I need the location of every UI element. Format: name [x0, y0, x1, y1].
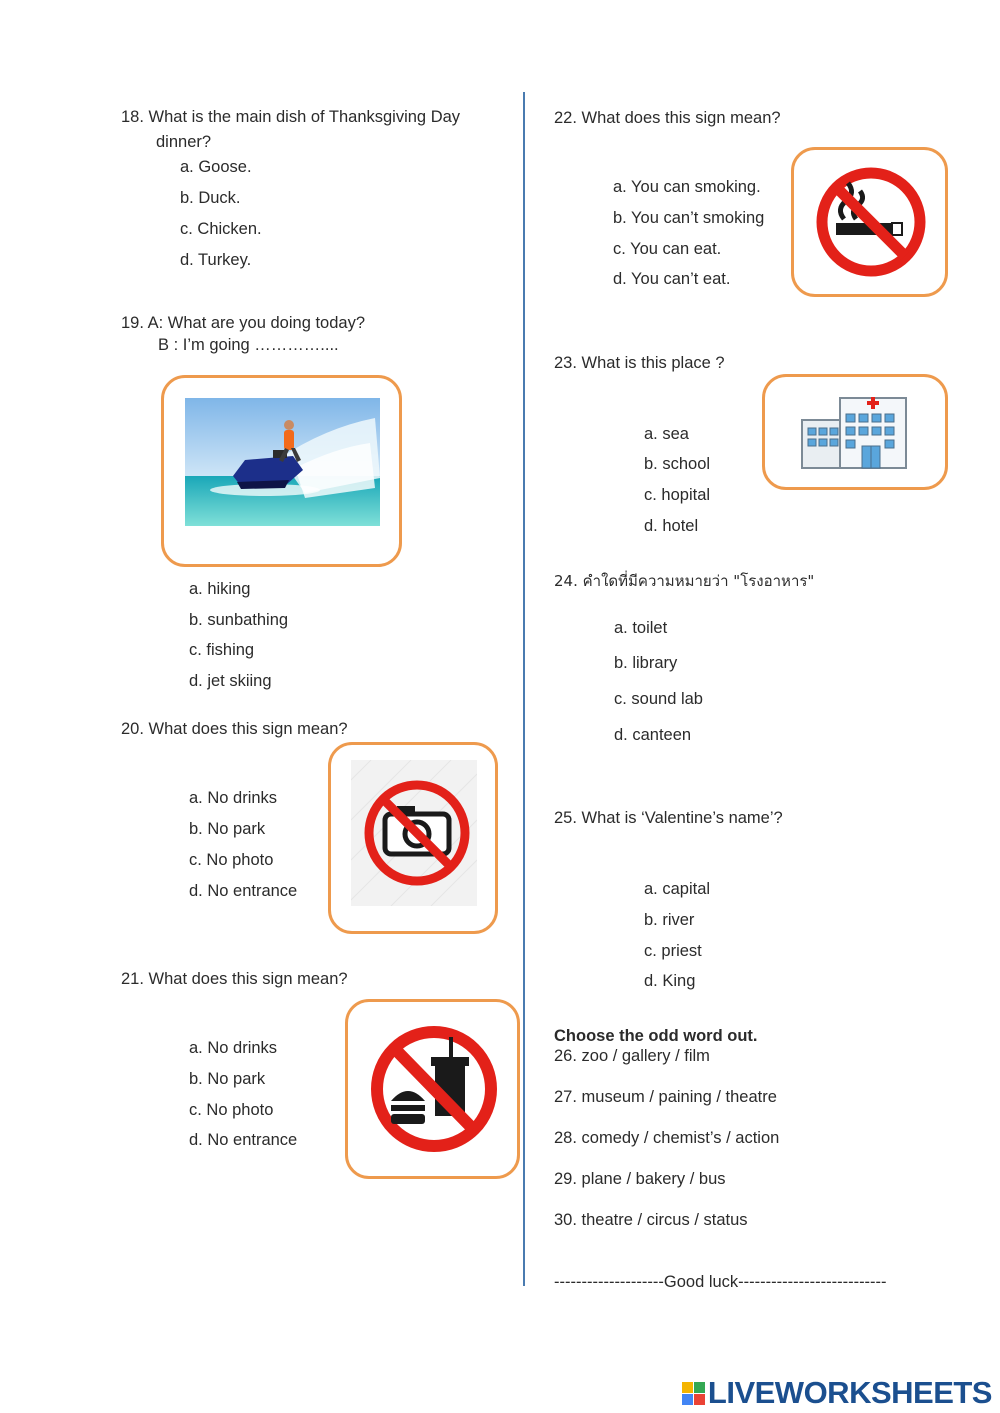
- odd-word-item-29[interactable]: 29. plane / bakery / bus: [554, 1170, 726, 1188]
- q25-option-d[interactable]: d. King: [644, 972, 696, 990]
- q22-option-d[interactable]: d. You can’t eat.: [613, 270, 731, 288]
- q19-question: 19. A: What are you doing today?: [121, 314, 365, 332]
- no-food-drink-sign: [369, 1019, 499, 1159]
- q25-option-c[interactable]: c. priest: [644, 942, 702, 960]
- brand-name: LIVEWORKSHEETS: [707, 1375, 992, 1410]
- q23-image-frame: [762, 374, 948, 490]
- q25-option-b[interactable]: b. river: [644, 911, 695, 929]
- q19-option-c[interactable]: c. fishing: [189, 641, 255, 659]
- q19-image-frame: [161, 375, 402, 567]
- q23-option-b[interactable]: b. school: [644, 455, 711, 473]
- q21-option-b[interactable]: b. No park: [189, 1070, 266, 1088]
- q18-option-d[interactable]: d. Turkey.: [180, 251, 252, 269]
- q21-question: 21. What does this sign mean?: [121, 970, 348, 988]
- q20-option-a[interactable]: a. No drinks: [189, 789, 278, 807]
- q18-question-cont: dinner?: [156, 133, 212, 151]
- q20-image-frame: [328, 742, 498, 934]
- q23-question: 23. What is this place ?: [554, 354, 725, 372]
- q22-image-frame: [791, 147, 948, 297]
- q24-option-a[interactable]: a. toilet: [614, 619, 668, 637]
- no-camera-sign: [351, 760, 477, 906]
- q25-option-a[interactable]: a. capital: [644, 880, 711, 898]
- q20-option-d[interactable]: d. No entrance: [189, 882, 298, 900]
- odd-word-item-28[interactable]: 28. comedy / chemist’s / action: [554, 1129, 780, 1147]
- q20-option-b[interactable]: b. No park: [189, 820, 266, 838]
- q19-option-d[interactable]: d. jet skiing: [189, 672, 272, 690]
- q24-option-b[interactable]: b. library: [614, 654, 678, 672]
- brand-mark-icon: [682, 1382, 705, 1405]
- q20-option-c[interactable]: c. No photo: [189, 851, 274, 869]
- no-smoking-sign: [814, 165, 928, 279]
- odd-word-heading: Choose the odd word out.: [554, 1027, 758, 1045]
- jet-ski-photo: [185, 398, 380, 526]
- q21-option-d[interactable]: d. No entrance: [189, 1131, 298, 1149]
- odd-word-item-30[interactable]: 30. theatre / circus / status: [554, 1211, 748, 1229]
- odd-word-item-26[interactable]: 26. zoo / gallery / film: [554, 1047, 710, 1065]
- q21-option-c[interactable]: c. No photo: [189, 1101, 274, 1119]
- hospital-icon: [800, 394, 910, 470]
- q19-question-cont: B : I’m going …………....: [158, 336, 339, 354]
- q20-question: 20. What does this sign mean?: [121, 720, 348, 738]
- q22-option-a[interactable]: a. You can smoking.: [613, 178, 761, 196]
- q23-option-c[interactable]: c. hopital: [644, 486, 711, 504]
- q18-option-a[interactable]: a. Goose.: [180, 158, 252, 176]
- q25-question: 25. What is ‘Valentine’s name’?: [554, 809, 783, 827]
- q24-question: 24. คำใดที่มีความหมายว่า "โรงอาหาร": [554, 572, 815, 590]
- q18-option-c[interactable]: c. Chicken.: [180, 220, 262, 238]
- q22-option-b[interactable]: b. You can’t smoking: [613, 209, 765, 227]
- liveworksheets-logo[interactable]: [682, 1376, 992, 1410]
- good-luck-footer: --------------------Good luck---------------------------: [554, 1273, 887, 1291]
- q21-image-frame: [345, 999, 520, 1179]
- q21-option-a[interactable]: a. No drinks: [189, 1039, 278, 1057]
- q22-question: 22. What does this sign mean?: [554, 109, 781, 127]
- odd-word-item-27[interactable]: 27. museum / paining / theatre: [554, 1088, 777, 1106]
- q19-option-b[interactable]: b. sunbathing: [189, 611, 289, 629]
- q19-option-a[interactable]: a. hiking: [189, 580, 251, 598]
- q24-option-c[interactable]: c. sound lab: [614, 690, 703, 708]
- q23-option-a[interactable]: a. sea: [644, 425, 689, 443]
- q22-option-c[interactable]: c. You can eat.: [613, 240, 722, 258]
- q23-option-d[interactable]: d. hotel: [644, 517, 699, 535]
- q18-question: 18. What is the main dish of Thanksgiving Day: [121, 108, 461, 126]
- q18-option-b[interactable]: b. Duck.: [180, 189, 241, 207]
- q24-option-d[interactable]: d. canteen: [614, 726, 692, 744]
- column-divider: [523, 92, 525, 1286]
